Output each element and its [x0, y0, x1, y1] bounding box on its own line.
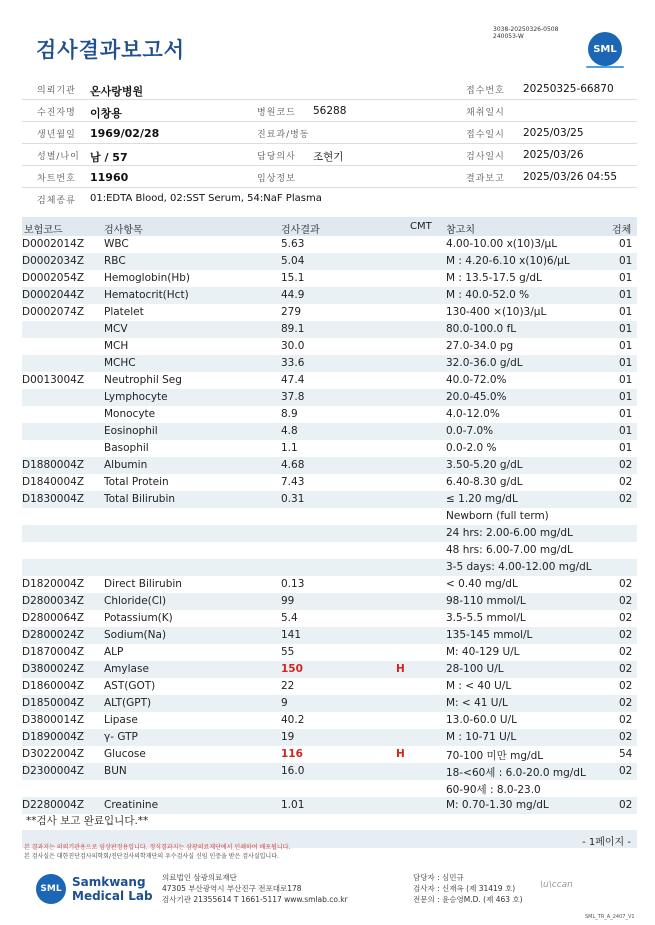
cell-result: 150: [281, 663, 303, 675]
cell-item: Hematocrit(Hct): [104, 289, 189, 301]
cell-spec: 01: [619, 255, 633, 267]
cell-spec: 02: [619, 697, 633, 709]
table-row: [22, 304, 637, 321]
birth-value: 1969/02/28: [90, 127, 160, 140]
cell-item: Albumin: [104, 459, 148, 471]
cell-result: 33.6: [281, 357, 305, 369]
sml-logo-icon: SML: [588, 32, 622, 66]
cell-ref: 40.0-72.0%: [446, 374, 507, 386]
cell-spec: 02: [619, 459, 633, 471]
cell-result: 4.8: [281, 425, 298, 437]
cell-spec: 02: [619, 595, 633, 607]
cell-item: Potassium(K): [104, 612, 173, 624]
address-line1: 의료법인 삼광의료재단: [162, 873, 237, 882]
cell-result: 19: [281, 731, 295, 743]
table-row: [22, 797, 637, 814]
cell-code: D3800014Z: [22, 714, 85, 726]
cell-item: Hemoglobin(Hb): [104, 272, 191, 284]
cell-spec: 01: [619, 323, 633, 335]
cell-ref: 28-100 U/L: [446, 663, 504, 675]
cell-ref: 27.0-34.0 pg: [446, 340, 514, 352]
sex-age-label: 성별/나이: [37, 152, 80, 162]
table-row: [22, 253, 637, 270]
cell-spec: 01: [619, 238, 633, 250]
cell-ref: 3.5-5.5 mmol/L: [446, 612, 526, 624]
cell-spec: 54: [619, 748, 633, 760]
specimen-label: 검체종류: [37, 196, 76, 206]
cell-result: 40.2: [281, 714, 305, 726]
receipt-date-value: 2025/03/25: [523, 127, 584, 139]
cell-code: D3800024Z: [22, 663, 85, 675]
cell-result: 1.1: [281, 442, 298, 454]
cell-result: 55: [281, 646, 295, 658]
cell-code: D1830004Z: [22, 493, 85, 505]
cell-spec: 01: [619, 272, 633, 284]
cell-spec: 01: [619, 374, 633, 386]
cell-spec: 01: [619, 442, 633, 454]
table-row: [22, 321, 637, 338]
cell-item: MCHC: [104, 357, 136, 369]
info-row: [22, 122, 637, 144]
dept-label: 진료과/병동: [257, 130, 310, 140]
cell-result: 4.68: [281, 459, 305, 471]
cell-item: MCV: [104, 323, 128, 335]
cell-spec: 02: [619, 476, 633, 488]
logo-underline: [586, 66, 624, 68]
receipt-no-label: 접수번호: [466, 86, 505, 96]
cell-ref: 24 hrs: 2.00-6.00 mg/dL: [446, 527, 573, 539]
cell-item: γ- GTP: [104, 731, 138, 743]
cell-ref: 4.0-12.0%: [446, 408, 500, 420]
info-row: [22, 188, 637, 209]
cell-code: D2280004Z: [22, 799, 85, 811]
birth-label: 생년월일: [37, 130, 76, 140]
cell-spec: 02: [619, 731, 633, 743]
cell-ref: 20.0-45.0%: [446, 391, 507, 403]
cell-ref: 60-90세 : 8.0-23.0: [446, 784, 541, 796]
cell-code: D1890004Z: [22, 731, 85, 743]
cell-ref: M: < 41 U/L: [446, 697, 508, 709]
cell-cmt: H: [396, 663, 405, 675]
cell-spec: 02: [619, 578, 633, 590]
table-row: [22, 508, 637, 525]
header-spec: 검체: [612, 225, 632, 236]
page-title: 검사결과보고서: [36, 38, 186, 62]
cell-spec: 01: [619, 357, 633, 369]
table-row: [22, 729, 637, 746]
cell-ref: 48 hrs: 6.00-7.00 mg/dL: [446, 544, 573, 556]
cell-code: D0002034Z: [22, 255, 85, 267]
cell-result: 0.31: [281, 493, 305, 505]
cell-ref: 3-5 days: 4.00-12.00 mg/dL: [446, 561, 592, 573]
disclaimer-note: 본 결과지는 의뢰기관용으로 임상판정용입니다. 정식결과지는 삼광의료재단에서 인쇄하여 배포됩니다.: [24, 844, 291, 851]
cell-result: 99: [281, 595, 295, 607]
clinical-label: 임상정보: [257, 174, 296, 184]
cell-code: D3022004Z: [22, 748, 85, 760]
document-id-line2: 240053-W: [493, 33, 524, 40]
staff-line3: 전문의 : 윤승영M.D. (제 463 호): [413, 895, 523, 904]
header-code: 보험코드: [24, 225, 63, 236]
cell-spec: 02: [619, 612, 633, 624]
cell-result: 279: [281, 306, 302, 318]
cell-result: 30.0: [281, 340, 305, 352]
cell-code: D2300004Z: [22, 765, 85, 777]
cell-code: D1820004Z: [22, 578, 85, 590]
cell-result: 22: [281, 680, 295, 692]
page-number: - 1페이지 -: [582, 837, 631, 848]
cell-item: Glucose: [104, 748, 146, 760]
cell-code: D2800024Z: [22, 629, 85, 641]
report-label: 결과보고: [466, 174, 505, 184]
cell-result: 5.04: [281, 255, 305, 267]
cell-result: 5.63: [281, 238, 305, 250]
doctor-value: 조현기: [313, 151, 344, 163]
staff-info: [413, 872, 523, 905]
cell-result: 0.13: [281, 578, 305, 590]
cell-code: D0013004Z: [22, 374, 85, 386]
cell-ref: ≤ 1.20 mg/dL: [446, 493, 518, 505]
cell-spec: 01: [619, 425, 633, 437]
table-row: [22, 355, 637, 372]
report-value: 2025/03/26 04:55: [523, 171, 618, 183]
cell-spec: 02: [619, 799, 633, 811]
table-row: [22, 627, 637, 644]
table-row: [22, 406, 637, 423]
table-row: [22, 661, 637, 678]
sex-age-value: 남 / 57: [90, 151, 128, 164]
cell-cmt: H: [396, 748, 405, 760]
cell-ref: 18-<60세 : 6.0-20.0 mg/dL: [446, 767, 586, 779]
table-row: [22, 712, 637, 729]
cell-item: AST(GOT): [104, 680, 156, 692]
cell-spec: 02: [619, 629, 633, 641]
company-address: [162, 872, 348, 905]
test-date-label: 검사일시: [466, 152, 505, 162]
table-row: [22, 593, 637, 610]
address-line3: 검사기관 21355614 T 1661-5117 www.smlab.co.kr: [162, 895, 348, 904]
cell-spec: 01: [619, 340, 633, 352]
info-row: [22, 144, 637, 166]
cell-ref: M : 10-71 U/L: [446, 731, 517, 743]
document-id-line1: 3038-20250326-0508: [493, 26, 559, 33]
cell-ref: M : 40.0-52.0 %: [446, 289, 530, 301]
cell-spec: 01: [619, 306, 633, 318]
info-row: [22, 166, 637, 188]
cell-code: D0002014Z: [22, 238, 85, 250]
cell-item: Platelet: [104, 306, 144, 318]
table-row: [22, 423, 637, 440]
cell-ref: 0.0-2.0 %: [446, 442, 497, 454]
patient-label: 수진자명: [37, 108, 76, 118]
hosp-code-label: 병원코드: [257, 108, 296, 118]
cell-spec: 02: [619, 646, 633, 658]
header-ref: 참고치: [446, 225, 475, 236]
table-row: [22, 644, 637, 661]
cell-result: 44.9: [281, 289, 305, 301]
cell-result: 9: [281, 697, 288, 709]
cell-spec: 02: [619, 714, 633, 726]
info-row: [22, 78, 637, 100]
cell-result: 7.43: [281, 476, 305, 488]
cell-item: Amylase: [104, 663, 149, 675]
cell-result: 16.0: [281, 765, 305, 777]
cell-item: Direct Bilirubin: [104, 578, 182, 590]
collect-date-label: 채취일시: [466, 108, 505, 118]
cell-item: WBC: [104, 238, 129, 250]
table-row: [22, 746, 637, 763]
table-row: [22, 457, 637, 474]
cell-ref: M : < 40 U/L: [446, 680, 512, 692]
cell-result: 37.8: [281, 391, 305, 403]
header-item: 검사항목: [104, 225, 143, 236]
cell-result: 116: [281, 748, 303, 760]
cell-item: RBC: [104, 255, 126, 267]
cell-item: Neutrophil Seg: [104, 374, 182, 386]
table-row: [22, 763, 637, 780]
cell-result: 5.4: [281, 612, 298, 624]
header-cmt: CMT: [410, 221, 432, 232]
table-row: [22, 559, 637, 576]
table-row: [22, 576, 637, 593]
cell-ref: 32.0-36.0 g/dL: [446, 357, 523, 369]
header-result: 검사결과: [281, 225, 320, 236]
cell-code: D0002044Z: [22, 289, 85, 301]
table-row: [22, 695, 637, 712]
cell-ref: 4.00-10.00 x(10)3/μL: [446, 238, 558, 250]
cell-result: 89.1: [281, 323, 305, 335]
chart-value: 11960: [90, 171, 129, 184]
cell-ref: M : 13.5-17.5 g/dL: [446, 272, 542, 284]
hosp-code-value: 56288: [313, 105, 347, 117]
table-row: [22, 270, 637, 287]
cell-code: D0002054Z: [22, 272, 85, 284]
cell-item: Chloride(Cl): [104, 595, 167, 607]
table-row: [22, 287, 637, 304]
table-row: [22, 525, 637, 542]
staff-line2: 검사자 : 신재옥 (제 31419 호): [413, 884, 516, 893]
specimen-value: 01:EDTA Blood, 02:SST Serum, 54:NaF Plasma: [90, 193, 322, 204]
document-id: [493, 26, 558, 40]
cell-item: BUN: [104, 765, 127, 777]
cell-ref: 6.40-8.30 g/dL: [446, 476, 523, 488]
results-table-header: [22, 217, 637, 236]
cell-item: Creatinine: [104, 799, 159, 811]
cell-ref: 0.0-7.0%: [446, 425, 494, 437]
cell-code: D1840004Z: [22, 476, 85, 488]
cell-code: D1860004Z: [22, 680, 85, 692]
cell-item: Total Bilirubin: [104, 493, 176, 505]
table-row: [22, 474, 637, 491]
staff-line1: 담당자 : 심민규: [413, 873, 464, 882]
company-name-line2: Medical Lab: [72, 889, 153, 903]
cell-spec: 02: [619, 663, 633, 675]
cell-item: MCH: [104, 340, 129, 352]
cell-code: D1870004Z: [22, 646, 85, 658]
table-row: [22, 372, 637, 389]
table-row: [22, 338, 637, 355]
cell-spec: 01: [619, 391, 633, 403]
cell-item: Lipase: [104, 714, 138, 726]
address-line2: 47305 부산광역시 부산진구 전포대로178: [162, 884, 302, 893]
cell-ref: Newborn (full term): [446, 510, 549, 522]
cell-spec: 02: [619, 680, 633, 692]
company-name: [72, 875, 153, 903]
cell-ref: 130-400 ×(10)3/μL: [446, 306, 547, 318]
cell-spec: 02: [619, 765, 633, 777]
receipt-date-label: 접수일시: [466, 130, 505, 140]
cell-ref: 135-145 mmol/L: [446, 629, 533, 641]
test-date-value: 2025/03/26: [523, 149, 584, 161]
cell-result: 47.4: [281, 374, 305, 386]
cell-item: Monocyte: [104, 408, 156, 420]
company-name-line1: Samkwang: [72, 875, 146, 889]
cell-ref: 98-110 mmol/L: [446, 595, 526, 607]
cell-ref: M: 0.70-1.30 mg/dL: [446, 799, 549, 811]
table-row: [22, 440, 637, 457]
chart-label: 차트번호: [37, 174, 76, 184]
cell-ref: M : 4.20-6.10 x(10)6/μL: [446, 255, 570, 267]
hospital-value: 온사랑병원: [90, 85, 144, 98]
cell-code: D2800064Z: [22, 612, 85, 624]
cell-spec: 01: [619, 408, 633, 420]
form-id: SML_TR_A_2407_V1: [585, 914, 635, 920]
cell-result: 15.1: [281, 272, 305, 284]
table-row: [22, 610, 637, 627]
receipt-no-value: 20250325-66870: [523, 83, 614, 95]
cell-ref: < 0.40 mg/dL: [446, 578, 518, 590]
doctor-label: 담당의사: [257, 152, 296, 162]
footer-logo-icon: SML: [36, 874, 66, 904]
cell-item: ALT(GPT): [104, 697, 152, 709]
cell-code: D0002074Z: [22, 306, 85, 318]
report-complete-text: **검사 보고 완료입니다.**: [26, 815, 149, 827]
cell-item: Sodium(Na): [104, 629, 167, 641]
cell-item: Basophil: [104, 442, 149, 454]
cell-code: D2800034Z: [22, 595, 85, 607]
cell-code: D1850004Z: [22, 697, 85, 709]
table-row: [22, 542, 637, 559]
table-row: [22, 389, 637, 406]
cell-item: Total Protein: [104, 476, 169, 488]
cell-ref: 80.0-100.0 fL: [446, 323, 517, 335]
cell-spec: 02: [619, 493, 633, 505]
hospital-label: 의뢰기관: [37, 86, 76, 96]
cell-spec: 01: [619, 289, 633, 301]
patient-value: 이창용: [90, 107, 122, 120]
table-row: [22, 236, 637, 253]
cell-item: Lymphocyte: [104, 391, 168, 403]
table-row: [22, 678, 637, 695]
signature: \u\ccan: [540, 880, 573, 890]
certification-note: 본 검사실은 대한진단검사의학회/진단검사의학재단의 우수검사실 신임 인증을 받은 검사실입니다.: [24, 853, 279, 860]
cell-result: 141: [281, 629, 302, 641]
cell-item: Eosinophil: [104, 425, 158, 437]
cell-code: D1880004Z: [22, 459, 85, 471]
cell-ref: 13.0-60.0 U/L: [446, 714, 517, 726]
cell-ref: M: 40-129 U/L: [446, 646, 520, 658]
cell-ref: 3.50-5.20 g/dL: [446, 459, 523, 471]
table-row: [22, 780, 637, 797]
results-table-body: [22, 236, 637, 814]
cell-result: 1.01: [281, 799, 305, 811]
cell-item: ALP: [104, 646, 124, 658]
cell-ref: 70-100 미만 mg/dL: [446, 750, 544, 762]
table-row: [22, 491, 637, 508]
info-row: [22, 100, 637, 122]
patient-info: [22, 78, 637, 209]
cell-result: 8.9: [281, 408, 298, 420]
